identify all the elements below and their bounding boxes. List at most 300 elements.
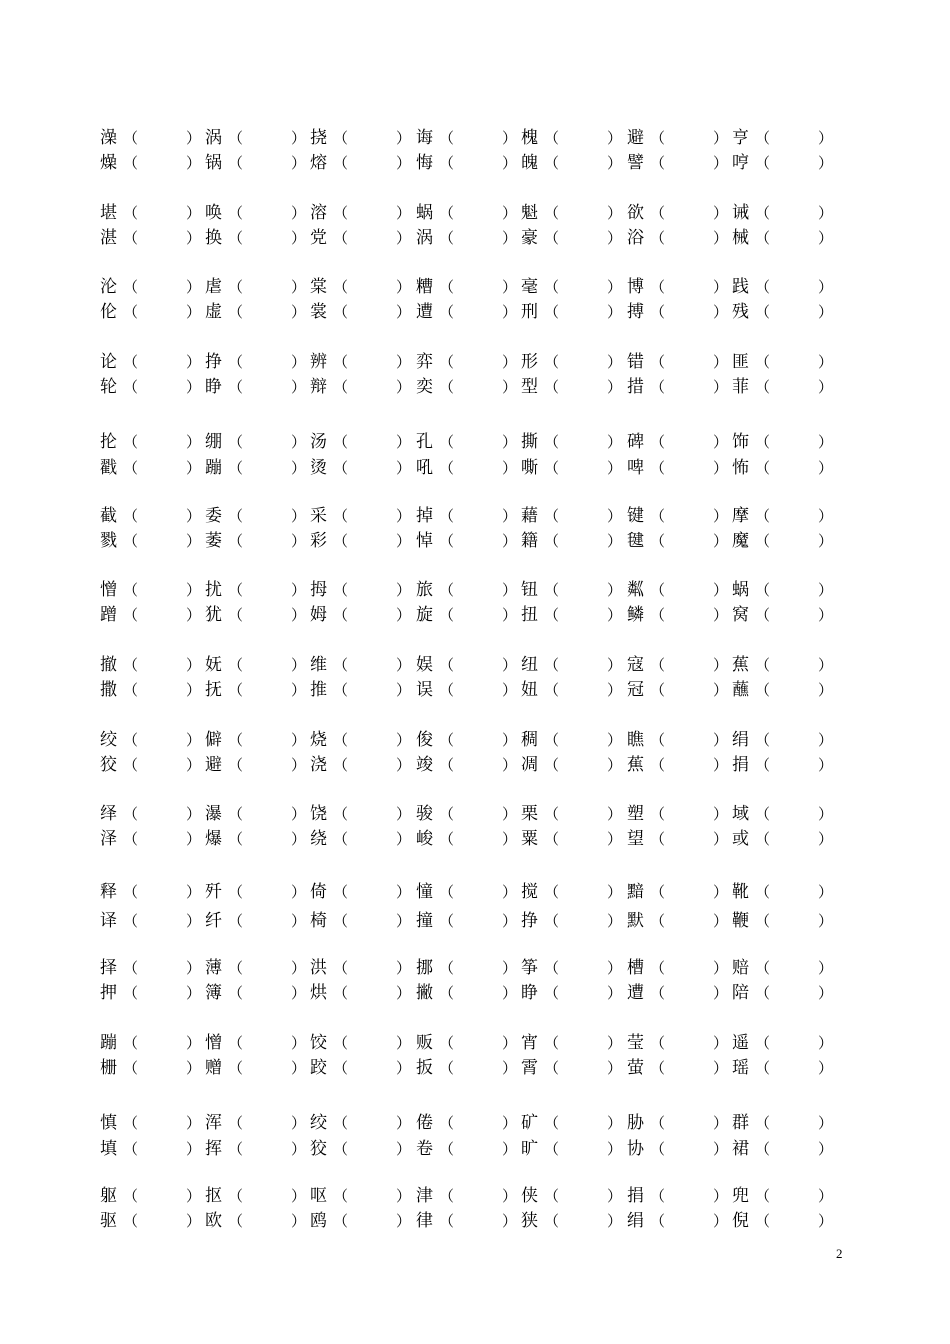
answer-blank[interactable] bbox=[667, 350, 711, 374]
answer-blank[interactable] bbox=[456, 375, 500, 399]
answer-blank[interactable] bbox=[350, 504, 394, 528]
answer-blank[interactable] bbox=[772, 1209, 816, 1233]
answer-blank[interactable] bbox=[667, 802, 711, 826]
character-item bbox=[521, 728, 627, 752]
answer-blank[interactable] bbox=[350, 603, 394, 627]
answer-blank[interactable] bbox=[140, 375, 184, 399]
answer-blank[interactable] bbox=[245, 653, 289, 677]
answer-blank[interactable] bbox=[772, 802, 816, 826]
character-item bbox=[310, 430, 416, 454]
answer-blank[interactable] bbox=[140, 151, 184, 175]
answer-blank[interactable] bbox=[245, 753, 289, 777]
answer-blank[interactable] bbox=[245, 300, 289, 324]
character-text: 譬 bbox=[627, 153, 644, 173]
answer-blank[interactable] bbox=[140, 753, 184, 777]
answer-blank[interactable] bbox=[667, 880, 711, 904]
character-text: 俊 bbox=[416, 730, 433, 750]
answer-blank[interactable] bbox=[561, 1031, 605, 1055]
answer-blank[interactable] bbox=[772, 456, 816, 480]
character-item bbox=[100, 956, 206, 980]
answer-blank[interactable] bbox=[456, 1031, 500, 1055]
answer-paren-open: （ bbox=[650, 756, 666, 774]
answer-blank[interactable] bbox=[667, 909, 711, 933]
answer-blank[interactable] bbox=[140, 430, 184, 454]
character-text: 泽 bbox=[100, 829, 117, 849]
character-item bbox=[627, 126, 733, 150]
answer-blank[interactable] bbox=[561, 456, 605, 480]
answer-paren-close: ） bbox=[186, 204, 202, 222]
answer-paren-open: （ bbox=[650, 433, 666, 451]
answer-blank[interactable] bbox=[667, 456, 711, 480]
answer-blank[interactable] bbox=[456, 802, 500, 826]
answer-blank[interactable] bbox=[561, 678, 605, 702]
answer-paren-close: ） bbox=[818, 830, 834, 848]
answer-blank[interactable] bbox=[140, 956, 184, 980]
character-row bbox=[100, 226, 840, 250]
answer-blank[interactable] bbox=[772, 578, 816, 602]
character-text: 律 bbox=[416, 1211, 433, 1231]
answer-blank[interactable] bbox=[350, 1111, 394, 1135]
answer-paren-open: （ bbox=[755, 353, 771, 371]
answer-blank[interactable] bbox=[245, 504, 289, 528]
answer-blank[interactable] bbox=[140, 1031, 184, 1055]
answer-blank[interactable] bbox=[456, 1137, 500, 1161]
character-item bbox=[521, 529, 627, 553]
answer-paren-close: ） bbox=[502, 656, 518, 674]
answer-blank[interactable] bbox=[667, 226, 711, 250]
answer-blank[interactable] bbox=[456, 653, 500, 677]
answer-blank[interactable] bbox=[456, 430, 500, 454]
answer-blank[interactable] bbox=[772, 529, 816, 553]
answer-blank[interactable] bbox=[245, 1137, 289, 1161]
answer-paren-close: ） bbox=[502, 204, 518, 222]
answer-blank[interactable] bbox=[350, 827, 394, 851]
answer-paren-close: ） bbox=[502, 1034, 518, 1052]
answer-blank[interactable] bbox=[772, 827, 816, 851]
character-item bbox=[627, 275, 733, 299]
answer-paren-open: （ bbox=[333, 129, 349, 147]
answer-paren-open: （ bbox=[544, 883, 560, 901]
answer-paren-close: ） bbox=[713, 731, 729, 749]
answer-blank[interactable] bbox=[456, 728, 500, 752]
answer-blank[interactable] bbox=[667, 827, 711, 851]
answer-blank[interactable] bbox=[140, 880, 184, 904]
answer-blank[interactable] bbox=[772, 981, 816, 1005]
answer-blank[interactable] bbox=[456, 578, 500, 602]
answer-paren-open: （ bbox=[228, 353, 244, 371]
answer-blank[interactable] bbox=[140, 1209, 184, 1233]
character-item bbox=[732, 430, 838, 454]
answer-blank[interactable] bbox=[245, 201, 289, 225]
character-item bbox=[627, 728, 733, 752]
answer-blank[interactable] bbox=[245, 827, 289, 851]
answer-blank[interactable] bbox=[456, 1209, 500, 1233]
answer-blank[interactable] bbox=[350, 802, 394, 826]
answer-paren-open: （ bbox=[755, 204, 771, 222]
answer-blank[interactable] bbox=[456, 201, 500, 225]
answer-blank[interactable] bbox=[350, 1031, 394, 1055]
answer-blank[interactable] bbox=[667, 126, 711, 150]
answer-blank[interactable] bbox=[350, 226, 394, 250]
answer-blank[interactable] bbox=[667, 375, 711, 399]
answer-blank[interactable] bbox=[561, 375, 605, 399]
answer-paren-open: （ bbox=[228, 507, 244, 525]
character-item bbox=[205, 753, 311, 777]
answer-blank[interactable] bbox=[667, 956, 711, 980]
answer-paren-open: （ bbox=[123, 532, 139, 550]
answer-blank[interactable] bbox=[456, 1056, 500, 1080]
answer-blank[interactable] bbox=[772, 1031, 816, 1055]
answer-paren-open: （ bbox=[228, 1034, 244, 1052]
character-text: 域 bbox=[732, 804, 749, 824]
answer-blank[interactable] bbox=[350, 1056, 394, 1080]
answer-blank[interactable] bbox=[350, 653, 394, 677]
character-item bbox=[310, 578, 416, 602]
character-item bbox=[205, 456, 311, 480]
answer-blank[interactable] bbox=[561, 126, 605, 150]
answer-blank[interactable] bbox=[350, 981, 394, 1005]
answer-paren-open: （ bbox=[333, 959, 349, 977]
answer-paren-open: （ bbox=[333, 912, 349, 930]
answer-blank[interactable] bbox=[350, 350, 394, 374]
answer-blank[interactable] bbox=[667, 728, 711, 752]
answer-blank[interactable] bbox=[350, 375, 394, 399]
answer-blank[interactable] bbox=[245, 126, 289, 150]
character-item bbox=[521, 300, 627, 324]
answer-blank[interactable] bbox=[772, 300, 816, 324]
answer-blank[interactable] bbox=[667, 300, 711, 324]
answer-blank[interactable] bbox=[245, 909, 289, 933]
answer-blank[interactable] bbox=[140, 1184, 184, 1208]
answer-blank[interactable] bbox=[667, 430, 711, 454]
character-text: 啤 bbox=[627, 458, 644, 478]
answer-blank[interactable] bbox=[561, 728, 605, 752]
answer-blank[interactable] bbox=[561, 578, 605, 602]
answer-blank[interactable] bbox=[456, 1111, 500, 1135]
answer-blank[interactable] bbox=[350, 753, 394, 777]
answer-blank[interactable] bbox=[772, 1056, 816, 1080]
answer-blank[interactable] bbox=[456, 753, 500, 777]
answer-paren-open: （ bbox=[544, 959, 560, 977]
answer-blank[interactable] bbox=[772, 126, 816, 150]
answer-blank[interactable] bbox=[772, 753, 816, 777]
answer-blank[interactable] bbox=[561, 653, 605, 677]
answer-blank[interactable] bbox=[667, 578, 711, 602]
answer-blank[interactable] bbox=[561, 350, 605, 374]
character-item bbox=[416, 909, 522, 933]
answer-blank[interactable] bbox=[245, 430, 289, 454]
answer-blank[interactable] bbox=[350, 201, 394, 225]
answer-blank[interactable] bbox=[245, 678, 289, 702]
answer-blank[interactable] bbox=[667, 753, 711, 777]
answer-paren-open: （ bbox=[123, 154, 139, 172]
answer-blank[interactable] bbox=[140, 201, 184, 225]
answer-blank[interactable] bbox=[561, 1137, 605, 1161]
answer-blank[interactable] bbox=[245, 375, 289, 399]
character-text: 钮 bbox=[521, 580, 538, 600]
answer-blank[interactable] bbox=[561, 909, 605, 933]
answer-blank[interactable] bbox=[772, 1111, 816, 1135]
answer-blank[interactable] bbox=[772, 728, 816, 752]
answer-paren-close: ） bbox=[713, 303, 729, 321]
answer-blank[interactable] bbox=[456, 1184, 500, 1208]
answer-blank[interactable] bbox=[772, 653, 816, 677]
answer-paren-close: ） bbox=[291, 1114, 307, 1132]
answer-blank[interactable] bbox=[350, 728, 394, 752]
answer-blank[interactable] bbox=[140, 300, 184, 324]
answer-blank[interactable] bbox=[456, 300, 500, 324]
character-text: 纽 bbox=[521, 655, 538, 675]
answer-blank[interactable] bbox=[245, 956, 289, 980]
answer-blank[interactable] bbox=[245, 226, 289, 250]
answer-blank[interactable] bbox=[561, 1209, 605, 1233]
answer-paren-open: （ bbox=[755, 1059, 771, 1077]
answer-blank[interactable] bbox=[350, 909, 394, 933]
answer-blank[interactable] bbox=[667, 504, 711, 528]
answer-blank[interactable] bbox=[561, 151, 605, 175]
character-text: 犹 bbox=[205, 605, 222, 625]
answer-blank[interactable] bbox=[772, 350, 816, 374]
character-item bbox=[732, 1209, 838, 1233]
character-item bbox=[521, 456, 627, 480]
answer-paren-open: （ bbox=[755, 959, 771, 977]
answer-blank[interactable] bbox=[667, 1031, 711, 1055]
character-text: 欲 bbox=[627, 203, 644, 223]
answer-blank[interactable] bbox=[245, 529, 289, 553]
answer-blank[interactable] bbox=[561, 1184, 605, 1208]
answer-blank[interactable] bbox=[350, 956, 394, 980]
answer-blank[interactable] bbox=[456, 678, 500, 702]
answer-paren-open: （ bbox=[123, 606, 139, 624]
answer-blank[interactable] bbox=[245, 350, 289, 374]
answer-blank[interactable] bbox=[561, 300, 605, 324]
answer-blank[interactable] bbox=[350, 151, 394, 175]
answer-blank[interactable] bbox=[140, 456, 184, 480]
character-item bbox=[732, 201, 838, 225]
answer-blank[interactable] bbox=[667, 1056, 711, 1080]
character-text: 菲 bbox=[732, 377, 749, 397]
answer-blank[interactable] bbox=[245, 151, 289, 175]
answer-blank[interactable] bbox=[350, 529, 394, 553]
answer-blank[interactable] bbox=[140, 275, 184, 299]
answer-blank[interactable] bbox=[456, 275, 500, 299]
character-text: 挪 bbox=[416, 958, 433, 978]
answer-blank[interactable] bbox=[456, 603, 500, 627]
answer-paren-close: ） bbox=[291, 532, 307, 550]
answer-blank[interactable] bbox=[667, 201, 711, 225]
answer-blank[interactable] bbox=[561, 529, 605, 553]
character-item bbox=[310, 653, 416, 677]
answer-blank[interactable] bbox=[456, 456, 500, 480]
answer-blank[interactable] bbox=[772, 909, 816, 933]
answer-blank[interactable] bbox=[772, 603, 816, 627]
answer-blank[interactable] bbox=[245, 1056, 289, 1080]
answer-blank[interactable] bbox=[456, 827, 500, 851]
answer-blank[interactable] bbox=[140, 678, 184, 702]
character-item bbox=[205, 578, 311, 602]
answer-blank[interactable] bbox=[667, 1209, 711, 1233]
answer-blank[interactable] bbox=[456, 981, 500, 1005]
answer-blank[interactable] bbox=[667, 529, 711, 553]
answer-blank[interactable] bbox=[667, 678, 711, 702]
answer-paren-open: （ bbox=[228, 606, 244, 624]
answer-blank[interactable] bbox=[667, 151, 711, 175]
answer-blank[interactable] bbox=[140, 1056, 184, 1080]
answer-blank[interactable] bbox=[561, 802, 605, 826]
character-text: 憎 bbox=[205, 1033, 222, 1053]
answer-blank[interactable] bbox=[140, 578, 184, 602]
answer-blank[interactable] bbox=[140, 1137, 184, 1161]
answer-paren-close: ） bbox=[713, 507, 729, 525]
character-text: 簿 bbox=[205, 983, 222, 1003]
answer-blank[interactable] bbox=[245, 1111, 289, 1135]
answer-paren-close: ） bbox=[396, 459, 412, 477]
answer-blank[interactable] bbox=[772, 201, 816, 225]
answer-blank[interactable] bbox=[140, 653, 184, 677]
answer-paren-close: ） bbox=[713, 154, 729, 172]
character-item bbox=[627, 151, 733, 175]
answer-blank[interactable] bbox=[350, 578, 394, 602]
answer-blank[interactable] bbox=[245, 456, 289, 480]
answer-blank[interactable] bbox=[245, 1184, 289, 1208]
answer-blank[interactable] bbox=[561, 981, 605, 1005]
answer-blank[interactable] bbox=[772, 375, 816, 399]
character-text: 撞 bbox=[416, 911, 433, 931]
answer-blank[interactable] bbox=[561, 201, 605, 225]
answer-blank[interactable] bbox=[561, 504, 605, 528]
answer-paren-close: ） bbox=[607, 1140, 623, 1158]
answer-blank[interactable] bbox=[772, 226, 816, 250]
answer-blank[interactable] bbox=[245, 1031, 289, 1055]
answer-blank[interactable] bbox=[140, 802, 184, 826]
answer-paren-close: ） bbox=[396, 1034, 412, 1052]
answer-blank[interactable] bbox=[561, 275, 605, 299]
answer-blank[interactable] bbox=[667, 1137, 711, 1161]
answer-blank[interactable] bbox=[667, 1184, 711, 1208]
answer-blank[interactable] bbox=[456, 226, 500, 250]
character-item bbox=[310, 678, 416, 702]
answer-blank[interactable] bbox=[772, 1184, 816, 1208]
answer-paren-close: ） bbox=[396, 805, 412, 823]
answer-blank[interactable] bbox=[245, 981, 289, 1005]
answer-paren-close: ） bbox=[607, 1187, 623, 1205]
answer-blank[interactable] bbox=[140, 504, 184, 528]
answer-blank[interactable] bbox=[140, 909, 184, 933]
answer-paren-close: ） bbox=[396, 278, 412, 296]
answer-blank[interactable] bbox=[350, 430, 394, 454]
answer-blank[interactable] bbox=[667, 603, 711, 627]
answer-blank[interactable] bbox=[350, 880, 394, 904]
answer-blank[interactable] bbox=[140, 981, 184, 1005]
character-text: 释 bbox=[100, 882, 117, 902]
answer-blank[interactable] bbox=[772, 880, 816, 904]
answer-blank[interactable] bbox=[350, 1137, 394, 1161]
character-text: 搅 bbox=[521, 882, 538, 902]
answer-paren-close: ） bbox=[502, 912, 518, 930]
answer-paren-open: （ bbox=[123, 830, 139, 848]
character-item bbox=[205, 1111, 311, 1135]
answer-blank[interactable] bbox=[456, 126, 500, 150]
answer-blank[interactable] bbox=[772, 1137, 816, 1161]
answer-blank[interactable] bbox=[667, 275, 711, 299]
character-item bbox=[627, 1137, 733, 1161]
answer-blank[interactable] bbox=[561, 1056, 605, 1080]
character-item bbox=[310, 981, 416, 1005]
answer-blank[interactable] bbox=[772, 275, 816, 299]
answer-blank[interactable] bbox=[245, 802, 289, 826]
answer-blank[interactable] bbox=[561, 603, 605, 627]
answer-blank[interactable] bbox=[456, 956, 500, 980]
answer-blank[interactable] bbox=[667, 1111, 711, 1135]
character-item bbox=[100, 603, 206, 627]
answer-blank[interactable] bbox=[350, 1184, 394, 1208]
answer-blank[interactable] bbox=[245, 578, 289, 602]
character-item bbox=[627, 504, 733, 528]
answer-blank[interactable] bbox=[140, 1111, 184, 1135]
answer-paren-open: （ bbox=[333, 830, 349, 848]
answer-blank[interactable] bbox=[772, 956, 816, 980]
answer-paren-open: （ bbox=[650, 805, 666, 823]
answer-blank[interactable] bbox=[140, 126, 184, 150]
answer-blank[interactable] bbox=[456, 151, 500, 175]
answer-blank[interactable] bbox=[561, 226, 605, 250]
answer-paren-close: ） bbox=[713, 278, 729, 296]
answer-blank[interactable] bbox=[561, 956, 605, 980]
answer-blank[interactable] bbox=[245, 603, 289, 627]
answer-blank[interactable] bbox=[456, 350, 500, 374]
answer-blank[interactable] bbox=[561, 880, 605, 904]
answer-blank[interactable] bbox=[245, 728, 289, 752]
character-row bbox=[100, 753, 840, 777]
answer-blank[interactable] bbox=[561, 827, 605, 851]
answer-blank[interactable] bbox=[456, 880, 500, 904]
character-item bbox=[627, 981, 733, 1005]
answer-blank[interactable] bbox=[245, 1209, 289, 1233]
character-item bbox=[416, 529, 522, 553]
answer-blank[interactable] bbox=[350, 300, 394, 324]
answer-blank[interactable] bbox=[561, 753, 605, 777]
answer-blank[interactable] bbox=[140, 529, 184, 553]
answer-blank[interactable] bbox=[140, 827, 184, 851]
answer-blank[interactable] bbox=[772, 151, 816, 175]
answer-blank[interactable] bbox=[350, 275, 394, 299]
answer-blank[interactable] bbox=[350, 126, 394, 150]
answer-blank[interactable] bbox=[561, 1111, 605, 1135]
answer-blank[interactable] bbox=[140, 603, 184, 627]
answer-blank[interactable] bbox=[140, 728, 184, 752]
character-item bbox=[100, 529, 206, 553]
answer-blank[interactable] bbox=[456, 529, 500, 553]
answer-blank[interactable] bbox=[140, 350, 184, 374]
answer-blank[interactable] bbox=[456, 909, 500, 933]
answer-blank[interactable] bbox=[140, 226, 184, 250]
answer-blank[interactable] bbox=[350, 1209, 394, 1233]
answer-blank[interactable] bbox=[245, 275, 289, 299]
answer-blank[interactable] bbox=[772, 504, 816, 528]
answer-blank[interactable] bbox=[456, 504, 500, 528]
answer-paren-open: （ bbox=[755, 278, 771, 296]
answer-blank[interactable] bbox=[667, 653, 711, 677]
answer-blank[interactable] bbox=[667, 981, 711, 1005]
answer-blank[interactable] bbox=[350, 456, 394, 480]
answer-blank[interactable] bbox=[772, 678, 816, 702]
answer-blank[interactable] bbox=[772, 430, 816, 454]
answer-paren-close: ） bbox=[818, 1059, 834, 1077]
answer-blank[interactable] bbox=[245, 880, 289, 904]
answer-paren-close: ） bbox=[607, 507, 623, 525]
answer-blank[interactable] bbox=[561, 430, 605, 454]
answer-blank[interactable] bbox=[350, 678, 394, 702]
